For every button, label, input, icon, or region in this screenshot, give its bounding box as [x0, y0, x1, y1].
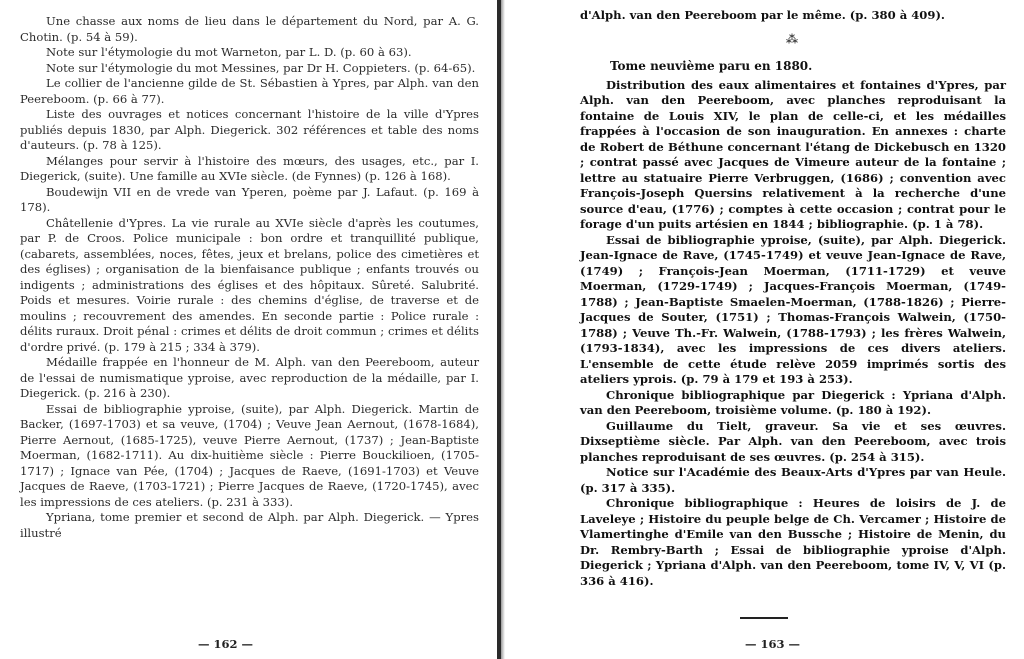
footer-rule [740, 617, 788, 619]
right-paragraph-4: Guillaume du Tielt, graveur. Sa vie et ses œuvres. Dixseptième siècle. Par Alph. van den Peereboom, avec trois planches reproduisant de ses œuvres. (p. 254 à 315). [580, 418, 1006, 464]
section-separator: ⁂ [786, 31, 800, 46]
left-paragraph-1: Une chasse aux noms de lieu dans le département du Nord, par A. G. Chotin. (p. 54 à 59). [20, 14, 479, 44]
right-paragraph-1: Distribution des eaux alimentaires et fontaines d'Ypres, par Alph. van den Peereboom, avec planches reproduisant la fontaine de Louis XIV, le plan de celle-ci, et les médailles frappées à l'occasion de son inauguration. En annexes : charte de Robert de Béthune concernant l'étang de Dickebusch en 1320 ; contrat passé avec Jacques de Vimeure auteur de la fontaine ; lettre au statuaire Pierre Verbruggen, (1686) ; convention avec François-Joseph Quersins relativement à la recherche d'une source d'eau, (1776) ; comptes à cette occasion ; contrat pour le forage d'un puits artésien en 1844 ; bibliographie. (p. 1 à 78). [580, 77, 1006, 231]
right-page-number: — 163 — [745, 637, 801, 651]
left-paragraph-2: Note sur l'étymologie du mot Warneton, par L. D. (p. 60 à 63). [46, 45, 412, 59]
left-paragraph-9: Médaille frappée en l'honneur de M. Alph. van den Peereboom, auteur de l'essai de numismatique yproise, avec reproduction de la médaille, par I. Diegerick. (p. 216 à 230). [20, 355, 479, 400]
left-paragraph-3: Note sur l'étymologie du mot Messines, par Dr H. Coppieters. (p. 64-65). [46, 60, 476, 75]
section-heading: Tome neuvième paru en 1880. [610, 58, 813, 73]
right-paragraph-3: Chronique bibliographique par Diegerick : Ypriana d'Alph. van den Peereboom, troisième volume. (p. 180 à 192). [580, 387, 1006, 417]
left-paragraph-7: Boudewijn VII en de vrede van Yperen, poème par J. Lafaut. (p. 169 à 178). [20, 184, 479, 214]
left-paragraph-5: Liste des ouvrages et notices concernant l'histoire de la ville d'Ypres publiés depuis 1830, par Alph. Diegerick. 302 références et table des noms d'auteurs. (p. 78 à 125). [20, 107, 479, 152]
right-paragraph-6: Chronique bibliographique : Heures de loisirs de J. de Laveleye ; Histoire du peuple belge de Ch. Vercamer ; Histoire de Vlamertinghe d'Emile van den Bussche ; Histoire de Menin, du Dr. Rembry-Barth ; Essai de bibliographie yproise d'Alph. Diegerick ; Ypriana d'Alph. van den Peereboom, tome IV, V, VI (p. 336 à 416). [580, 496, 1006, 588]
left-page-number: — 162 — [198, 637, 254, 651]
right-paragraph-continuation: d'Alph. van den Peereboom par le même. (p. 380 à 409). [580, 8, 945, 22]
left-paragraph-10: Essai de bibliographie yproise, (suite), par Alph. Diegerick. Martin de Backer, (1697-1703) et sa veuve, (1704) ; Veuve Jean Aernout, (1678-1684), Pierre Aernout, (1685-1725), veuve Pierre Aernout, (1737) ; Jean-Baptiste Moerman, (1682-1711). Au dix-huitième siècle : Pierre Bouckilioen, (1705-1717) ; Ignace van Pée, (1704) ; Jacques de Raeve, (1691-1703) et Veuve Jacques de Raeve, (1703-1721) ; Pierre Jacques de Raeve, (1720-1745), avec les impressions de ces ateliers. (p. 231 à 333). [20, 401, 479, 509]
right-page-text [580, 8, 1006, 589]
right-paragraph-5: Notice sur l'Académie des Beaux-Arts d'Ypres par van Heule. (p. 317 à 335). [580, 465, 1006, 495]
left-page-text [20, 14, 479, 541]
left-paragraph-11: Ypriana, tome premier et second de Alph. par Alph. Diegerick. — Ypres illustré [20, 510, 479, 540]
left-page [0, 0, 497, 659]
left-paragraph-4: Le collier de l'ancienne gilde de St. Sébastien à Ypres, par Alph. van den Peereboom. (p. 66 à 77). [20, 76, 479, 106]
left-paragraph-8: Châtellenie d'Ypres. La vie rurale au XVIe siècle d'après les coutumes, par P. de Croos. Police municipale : bon ordre et tranquillité publique, (cabarets, assemblées, noces, fêtes, jeux et brelans, police des cimetières et des églises) ; organisation de la bienfaisance publique ; enfants trouvés ou indigents ; administrations des églises et des hôpitaux. Sûreté. Salubrité. Poids et mesures. Voirie rurale : des chemins d'église, de traverse et de moulins ; recouvrement des amendes. En seconde partie : Police rurale : délits ruraux. Droit pénal : crimes et délits de droit commun ; crimes et délits d'ordre privé. (p. 179 à 215 ; 334 à 379). [20, 215, 479, 354]
right-page [504, 0, 1024, 659]
left-paragraph-6: Mélanges pour servir à l'histoire des mœurs, des usages, etc., par I. Diegerick, (suite). Une famille au XVIe siècle. (de Fynnes) (p. 126 à 168). [20, 153, 479, 183]
right-paragraph-2: Essai de bibliographie yproise, (suite), par Alph. Diegerick. Jean-Ignace de Rave, (1745-1749) et veuve Jean-Ignace de Rave, (1749) ; François-Jean Moerman, (1711-1729) et veuve Moerman, (1729-1749) ; Jacques-François Moerman, (1749-1788) ; Jean-Baptiste Smaelen-Moerman, (1788-1826) ; Pierre-Jacques de Souter, (1751) ; Thomas-François Walwein, (1750-1788) ; Veuve Th.-Fr. Walwein, (1788-1793) ; les frères Walwein, (1793-1834), avec les impressions de ces divers ateliers. L'ensemble de cette étude relève 2059 imprimés sortis des ateliers yprois. (p. 79 à 179 et 193 à 253). [580, 232, 1006, 386]
